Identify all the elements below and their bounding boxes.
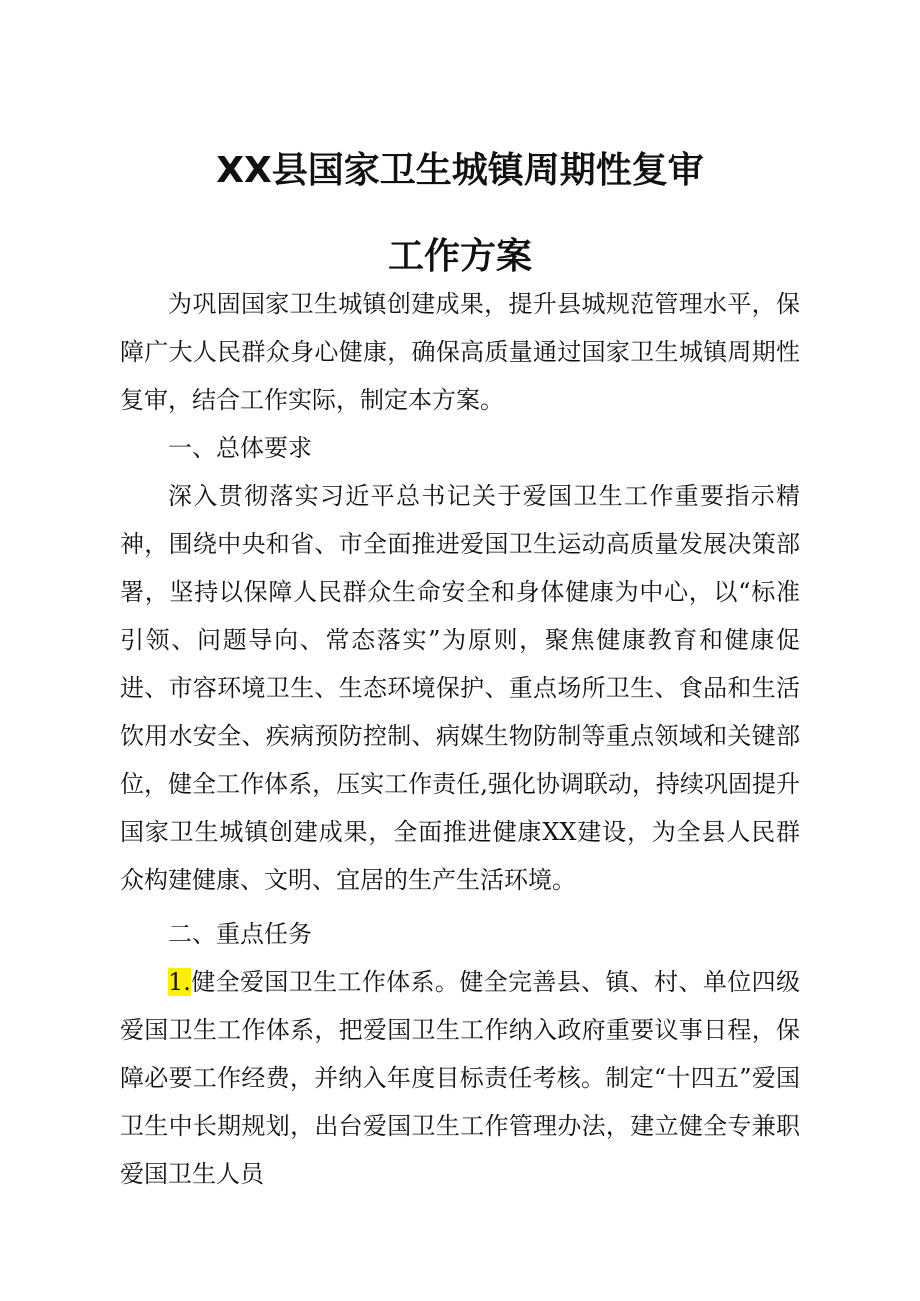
- highlighted-item-number: 1.: [168, 968, 191, 996]
- intro-paragraph: 为巩固国家卫生城镇创建成果，提升县城规范管理水平，保障广大人民群众身心健康，确保高质量通过国家卫生城镇周期性复审，结合工作实际，制定本方案。: [120, 290, 800, 414]
- document-title-line2: 工作方案: [387, 236, 532, 277]
- general-requirements-paragraph: 深入贯彻落实习近平总书记关于爱国卫生工作重要指示精神，围绕中央和省、市全面推进爱国卫生运动高质量发展决策部署，坚持以保障人民群众生命安全和身体健康为中心，以“标准引领、问题导向、常态落实”为原则，聚焦健康教育和健康促进、市容环境卫生、生态环境保护、重点场所卫生、食品和生活饮用水安全、疾病预防控制、病媒生物防制等重点领域和关键部位，健全工作体系，压实工作责任,强化协调联动，持续巩固提升国家卫生城镇创建成果，全面推进健康XX建设，为全县人民群众构建健康、文明、宜居的生产生活环境。: [120, 482, 800, 894]
- section-heading-general-requirements: 一、总体要求: [168, 434, 312, 462]
- key-task-item-1-text: 健全爱国卫生工作体系。健全完善县、镇、村、单位四级爱国卫生工作体系，把爱国卫生工作纳入政府重要议事日程，保障必要工作经费，并纳入年度目标责任考核。制定“十四五”爱国卫生中长期规划，出台爱国卫生工作管理办法，建立健全专兼职爱国卫生人员: [120, 968, 800, 1188]
- document-title-line1: XX县国家卫生城镇周期性复审: [216, 150, 704, 191]
- document-body: [120, 280, 800, 1198]
- key-task-item-1: [120, 958, 800, 1198]
- section-heading-key-tasks: 二、重点任务: [168, 920, 312, 948]
